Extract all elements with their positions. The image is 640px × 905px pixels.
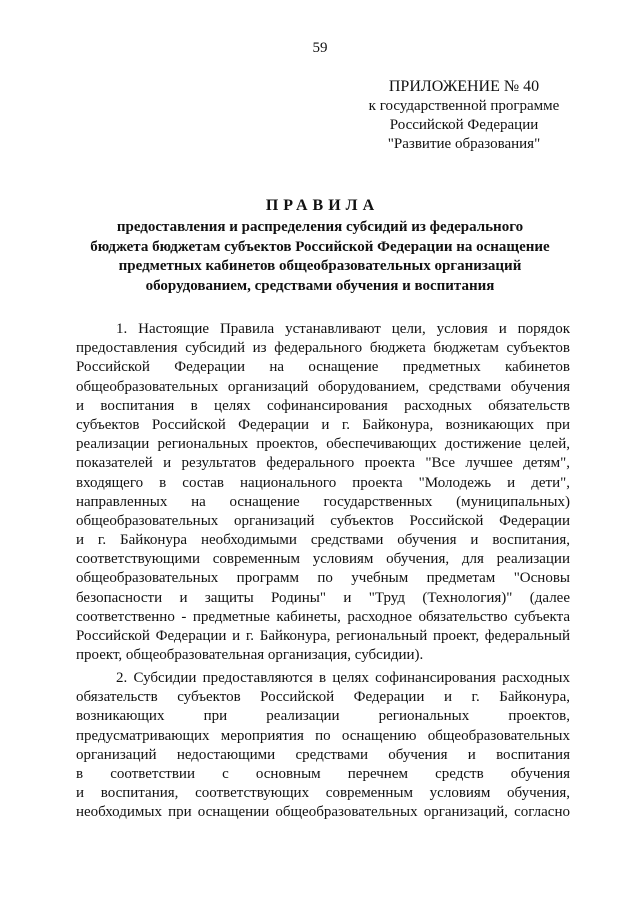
paragraph-line: проект, общеобразовательная организация, субсидии). xyxy=(76,647,424,664)
paragraph-line: общеобразовательных организаций субъектов Российской Федерации xyxy=(76,512,570,529)
appendix-header xyxy=(355,77,573,154)
subtitle-line: предметных кабинетов общеобразовательных организаций xyxy=(118,258,522,274)
paragraph-line: показателей и результатов федерального проекта "Все лучшее детям", xyxy=(76,455,570,472)
paragraph-line: 2. Субсидии предоставляются в целях софинансирования расходных xyxy=(116,670,570,686)
paragraph-2 xyxy=(76,669,570,823)
paragraph-1 xyxy=(76,320,570,665)
paragraph-line: обязательств субъектов Российской Федерации и г. Байконура, xyxy=(76,689,570,706)
paragraph-line: организаций недостающими средствами обучения и воспитания xyxy=(76,746,570,763)
paragraph-line: безопасности и защиты Родины" и "Труд (Технология)" (далее xyxy=(76,589,570,606)
paragraph-line: и г. Байконура необходимыми средствами обучения и воспитания, xyxy=(76,532,570,549)
appendix-line: "Развитие образования" xyxy=(387,136,541,152)
paragraph-line: реализации региональных проектов, обеспечивающих достижение целей, xyxy=(76,436,570,453)
paragraph-line: направленных на оснащение государственных (муниципальных) xyxy=(76,493,570,510)
appendix-line: к государственной программе xyxy=(368,98,560,114)
document-title: ПРАВИЛА xyxy=(265,197,380,214)
appendix-line: Российской Федерации xyxy=(389,117,539,133)
paragraph-line: предоставления субсидий из федерального бюджета бюджетам субъектов xyxy=(76,340,570,357)
paragraph-line: Российской Федерации на оснащение предметных кабинетов xyxy=(76,359,570,376)
page-number: 59 xyxy=(312,40,328,56)
document-subtitle xyxy=(60,218,580,296)
paragraph-line: общеобразовательных организаций оборудованием, средствами обучения xyxy=(76,378,570,395)
paragraph-line: 1. Настоящие Правила устанавливают цели, условия и порядок xyxy=(116,321,570,337)
paragraph-line: предусматривающих мероприятия по оснащению общеобразовательных xyxy=(76,727,570,744)
paragraph-line: необходимых при оснащении общеобразовательных организаций, согласно xyxy=(76,804,570,821)
subtitle-line: бюджета бюджетам субъектов Российской Федерации на оснащение xyxy=(90,238,550,255)
paragraph-line: общеобразовательных программ по учебным предметам "Основы xyxy=(76,570,570,587)
paragraph-line: соответствующими современным условиям обучения, для реализации xyxy=(76,551,570,568)
paragraph-line: Российской Федерации и г. Байконура, региональный проект, федеральный xyxy=(76,628,570,644)
paragraph-line: соответственно - предметные кабинеты, расходное обязательство субъекта xyxy=(76,608,570,625)
paragraph-line: входящего в состав национального проекта "Молодежь и дети", xyxy=(76,474,570,491)
paragraph-line: возникающих при реализации региональных проектов, xyxy=(76,708,570,725)
paragraph-line: и воспитания в целях софинансирования расходных обязательств xyxy=(76,397,570,414)
paragraph-line: субъектов Российской Федерации и г. Байконура, возникающих при xyxy=(76,416,570,433)
appendix-title: ПРИЛОЖЕНИЕ № 40 xyxy=(388,78,540,95)
subtitle-line: предоставления и распределения субсидий из федерального xyxy=(116,219,524,235)
paragraph-line: в соответствии с основным перечнем средств обучения xyxy=(76,765,570,782)
paragraph-line: и воспитания, соответствующих современным условиям обучения, xyxy=(76,785,570,802)
subtitle-line: оборудованием, средствами обучения и воспитания xyxy=(145,277,495,294)
